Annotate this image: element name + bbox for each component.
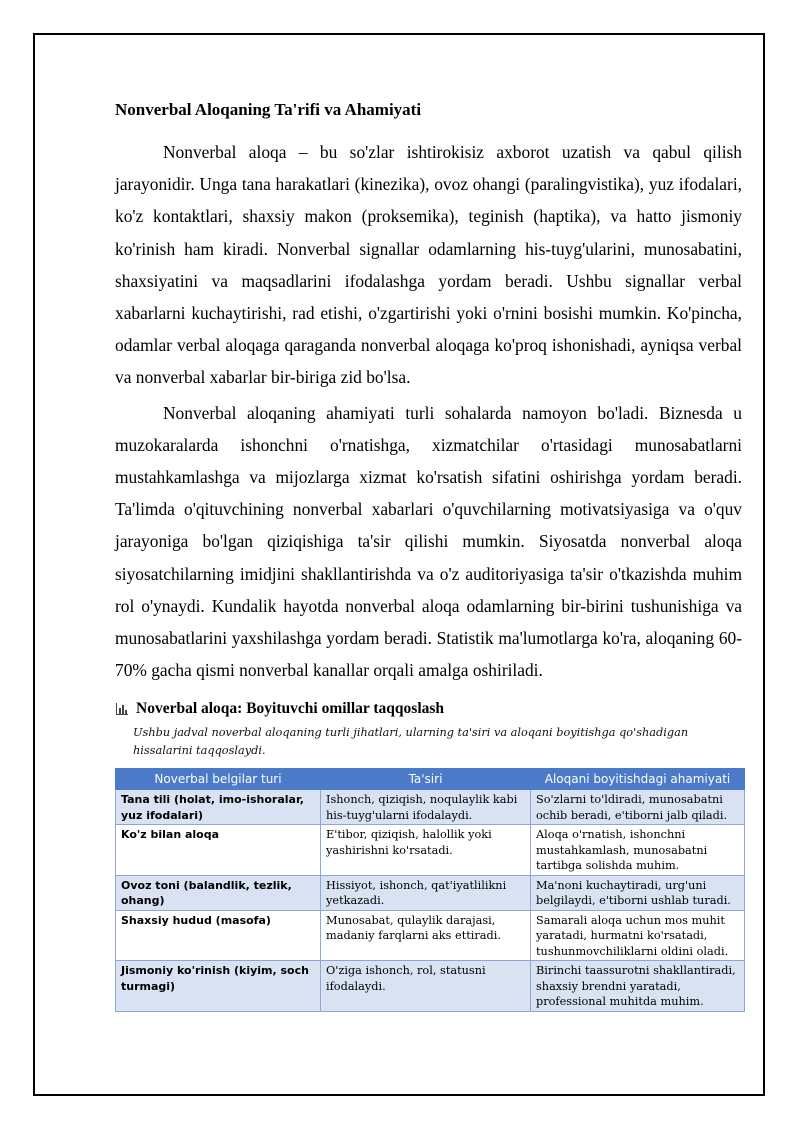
table-cell: Ma'noni kuchaytiradi, urg'uni belgilaydi, e'tiborni ushlab turadi. <box>531 875 745 910</box>
table-header-row <box>116 769 745 790</box>
table-heading <box>115 698 742 720</box>
table-cell: Munosabat, qulaylik darajasi, madaniy farqlarni aks ettiradi. <box>321 910 531 961</box>
paragraph-definition: Nonverbal aloqa – bu so'zlar ishtirokisiz axborot uzatish va qabul qilish jarayonidir. Unga tana harakatlari (kinezika), ovoz ohangi (paralingvistika), yuz ifodalari, ko'z kontaktlari, shaxsiy makon (proksemika), teginish (haptika), va hatto jismoniy ko'rinish ham kiradi. Nonverbal signallar odamlarning his-tuyg'ularini, munosabatini, shaxsiyatini va maqsadlarini ifodalashga yordam beradi. Ushbu signallar verbal xabarlarni kuchaytirishi, rad etishi, o'zgartirishi yoki o'rnini bosishi mumkin. Ko'pincha, odamlar verbal aloqaga qaraganda nonverbal aloqaga ko'proq ishonishadi, ayniqsa verbal va nonverbal xabarlar bir-biriga zid bo'lsa. <box>115 142 742 388</box>
table-cell: O'ziga ishonch, rol, statusni ifodalaydi. <box>321 961 531 1012</box>
column-header: Noverbal belgilar turi <box>116 769 321 790</box>
table-cell: Samarali aloqa uchun mos muhit yaratadi, hurmatni ko'rsatadi, tushunmovchiliklarni oldini oladi. <box>531 910 745 961</box>
table-cell: Hissiyot, ishonch, qat'iyatlilikni yetkazadi. <box>321 875 531 910</box>
table-description: Ushbu jadval noverbal aloqaning turli jihatlari, ularning ta'siri va aloqani boyitishga qo'shadigan hissalarini taqqoslaydi. <box>133 726 689 758</box>
comparison-table <box>115 768 745 1012</box>
table-cell: Ishonch, qiziqish, noqulaylik kabi his-tuyg'ularni ifodalaydi. <box>321 790 531 825</box>
document-body <box>115 98 742 1012</box>
table-row <box>116 790 745 825</box>
table-row <box>116 961 745 1012</box>
column-header: Ta'siri <box>321 769 531 790</box>
paragraph-importance: Nonverbal aloqaning ahamiyati turli sohalarda namoyon bo'ladi. Biznesda u muzokaralarda ishonchni o'rnatishga, xizmatchilar o'rtasidagi munosabatlarni mustahkamlashga va mijozlarga xizmat ko'rsatish sifatini oshirishga yordam beradi. Ta'limda o'qituvchining nonverbal xabarlari o'quvchilarning motivatsiyasiga va o'quv jarayoniga bo'lgan qiziqishiga ta'sir qilishi mumkin. Siyosatda nonverbal aloqa siyosatchilarning imidjini shakllantirishda va o'z auditoriyasiga ta'sir o'tkazishda muhim rol o'ynaydi. Kundalik hayotda nonverbal aloqa odamlarning bir-birini tushunishiga va munosabatlarini yaxshilashga yordam beradi. Statistik ma'lumotlarga ko'ra, aloqaning 60-70% gacha qismi nonverbal kanallar orqali amalga oshiriladi. <box>115 402 742 681</box>
table-row <box>116 875 745 910</box>
table-cell: Ko'z bilan aloqa <box>116 825 321 876</box>
table-row <box>116 910 745 961</box>
table-cell: Ovoz toni (balandlik, tezlik, ohang) <box>116 875 321 910</box>
table-row <box>116 825 745 876</box>
table-heading-text: Noverbal aloqa: Boyituvchi omillar taqqoslash <box>136 700 445 718</box>
table-cell: So'zlarni to'ldiradi, munosabatni ochib beradi, e'tiborni jalb qiladi. <box>531 790 745 825</box>
table-cell: E'tibor, qiziqish, halollik yoki yashirishni ko'rsatadi. <box>321 825 531 876</box>
table-cell: Tana tili (holat, imo-ishoralar, yuz ifodalari) <box>116 790 321 825</box>
table-cell: Jismoniy ko'rinish (kiyim, soch turmagi) <box>116 961 321 1012</box>
bar-chart-icon <box>115 702 129 716</box>
column-header: Aloqani boyitishdagi ahamiyati <box>531 769 745 790</box>
document-title: Nonverbal Aloqaning Ta'rifi va Ahamiyati <box>115 100 422 119</box>
table-cell: Aloqa o'rnatish, ishonchni mustahkamlash, munosabatni tartibga solishda muhim. <box>531 825 745 876</box>
table-cell: Shaxsiy hudud (masofa) <box>116 910 321 961</box>
table-cell: Birinchi taassurotni shakllantiradi, shaxsiy brendni yaratadi, professional muhitda muhim. <box>531 961 745 1012</box>
